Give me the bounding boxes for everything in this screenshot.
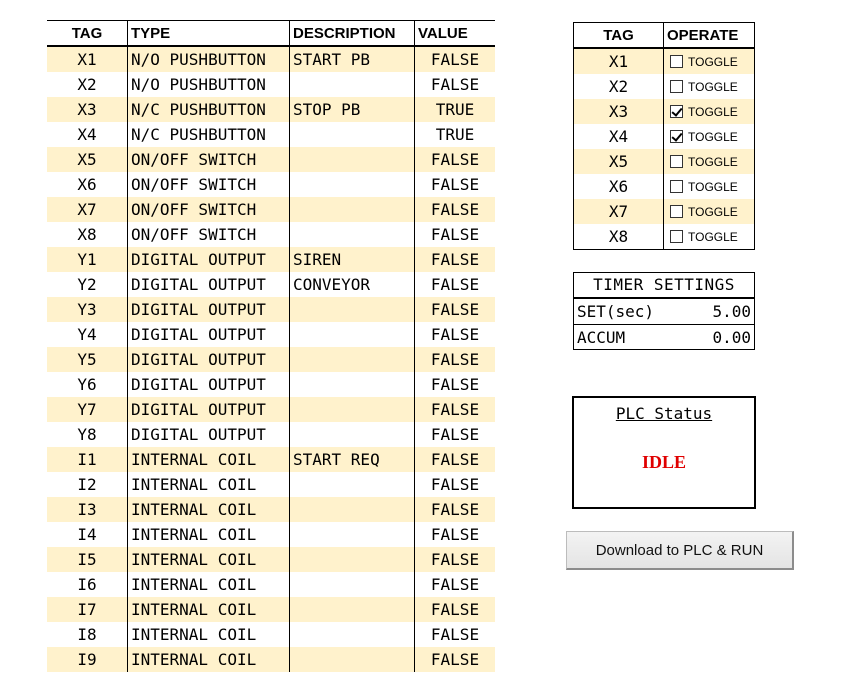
row-type: INTERNAL COIL (128, 547, 290, 572)
table-row (47, 122, 495, 147)
toggle-checkbox[interactable] (664, 80, 754, 94)
plc-status-value: IDLE (641, 452, 686, 472)
row-tag: I8 (47, 622, 128, 647)
table-row (47, 347, 495, 372)
timer-set-row (574, 299, 754, 325)
operate-row-toggle-cell (664, 124, 755, 149)
operate-row-tag: X2 (574, 74, 664, 99)
operate-row-toggle-cell (664, 199, 755, 224)
row-description (290, 372, 415, 397)
operate-table (573, 22, 755, 250)
operate-row-tag: X3 (574, 99, 664, 124)
table-row (47, 422, 495, 447)
operate-row-tag: X1 (574, 48, 664, 74)
row-value: FALSE (430, 274, 480, 294)
row-value: FALSE (415, 597, 496, 622)
row-description: START PB (290, 46, 415, 72)
plc-status-panel (572, 396, 756, 509)
row-tag: X7 (47, 197, 128, 222)
row-type: INTERNAL COIL (128, 472, 290, 497)
row-description (290, 197, 415, 222)
row-value: FALSE (430, 424, 480, 444)
row-type: DIGITAL OUTPUT (128, 272, 290, 297)
row-value: FALSE (430, 624, 480, 644)
row-description (290, 222, 415, 247)
row-type: INTERNAL COIL (128, 522, 290, 547)
toggle-checkbox[interactable] (664, 230, 754, 244)
row-value: FALSE (430, 224, 480, 244)
toggle-checkbox[interactable] (664, 155, 754, 169)
row-description (290, 72, 415, 97)
row-value: FALSE (430, 174, 480, 194)
row-description (290, 322, 415, 347)
checkbox-unchecked-icon[interactable] (670, 155, 683, 168)
operate-row-toggle-cell (664, 48, 755, 74)
timer-set-label: SET(sec) (577, 302, 655, 321)
row-value: TRUE (415, 97, 496, 122)
toggle-label[interactable]: TOGGLE (688, 179, 738, 194)
row-description (290, 147, 415, 172)
row-type: INTERNAL COIL (128, 497, 290, 522)
table-row (47, 622, 495, 647)
checkbox-checked-icon[interactable] (670, 130, 683, 143)
row-description (290, 422, 415, 447)
row-type: INTERNAL COIL (128, 622, 290, 647)
row-value: FALSE (430, 374, 480, 394)
table-row (47, 297, 495, 322)
row-value: FALSE (430, 524, 480, 544)
row-tag: X1 (47, 46, 128, 72)
operate-row (574, 199, 755, 224)
tag-table-header (47, 21, 495, 47)
row-tag: I5 (47, 547, 128, 572)
row-tag: I6 (47, 572, 128, 597)
row-type: DIGITAL OUTPUT (128, 297, 290, 322)
row-tag: Y1 (47, 247, 128, 272)
timer-accum-label: ACCUM (577, 327, 626, 347)
table-row (47, 46, 495, 72)
table-row (47, 497, 495, 522)
table-row (47, 572, 495, 597)
timer-accum-value: 0.00 (712, 327, 751, 347)
table-row (47, 547, 495, 572)
row-type: ON/OFF SWITCH (128, 147, 290, 172)
row-tag: Y7 (47, 397, 128, 422)
table-row (47, 197, 495, 222)
row-tag: I7 (47, 597, 128, 622)
table-row (47, 72, 495, 97)
row-type: DIGITAL OUTPUT (128, 347, 290, 372)
row-tag: X5 (47, 147, 128, 172)
row-value: FALSE (415, 447, 496, 472)
row-tag: I3 (47, 497, 128, 522)
row-type: ON/OFF SWITCH (128, 197, 290, 222)
row-value: FALSE (415, 147, 496, 172)
toggle-checkbox[interactable] (664, 205, 754, 219)
row-value: FALSE (415, 297, 496, 322)
row-description (290, 572, 415, 597)
row-type: N/O PUSHBUTTON (128, 72, 290, 97)
table-row (47, 522, 495, 547)
row-description (290, 547, 415, 572)
checkbox-unchecked-icon[interactable] (670, 230, 683, 243)
row-value: FALSE (430, 574, 480, 594)
row-type: INTERNAL COIL (128, 447, 290, 472)
row-type: INTERNAL COIL (128, 597, 290, 622)
timer-settings (573, 272, 755, 350)
row-type: N/C PUSHBUTTON (128, 97, 290, 122)
operate-row (574, 74, 755, 99)
row-description: START REQ (290, 447, 415, 472)
row-type: INTERNAL COIL (128, 647, 290, 672)
operate-row (574, 48, 755, 74)
operate-row-toggle-cell (664, 149, 755, 174)
row-type: N/O PUSHBUTTON (128, 46, 290, 72)
row-value: FALSE (415, 46, 496, 72)
row-value: FALSE (415, 647, 496, 672)
row-description (290, 472, 415, 497)
operate-row-tag: X8 (574, 224, 664, 250)
operate-table-body (574, 48, 755, 250)
row-description: SIREN (290, 247, 415, 272)
row-tag: X8 (47, 222, 128, 247)
row-value: TRUE (435, 124, 475, 144)
row-type: N/C PUSHBUTTON (128, 122, 290, 147)
operate-row (574, 124, 755, 149)
operate-header-operate: OPERATE (664, 23, 755, 49)
timer-accum-row (574, 325, 754, 349)
checkbox-unchecked-icon[interactable] (670, 80, 683, 93)
table-row (47, 647, 495, 672)
toggle-label[interactable]: TOGGLE (688, 204, 738, 219)
row-value: FALSE (415, 347, 496, 372)
header-value: VALUE (415, 21, 496, 47)
row-type: DIGITAL OUTPUT (128, 372, 290, 397)
operate-row-tag: X7 (574, 199, 664, 224)
row-tag: I4 (47, 522, 128, 547)
toggle-checkbox[interactable] (664, 180, 754, 194)
toggle-checkbox[interactable] (664, 130, 754, 144)
row-tag: Y8 (47, 422, 128, 447)
plc-status-title: PLC Status (615, 404, 713, 423)
row-description (290, 122, 415, 147)
row-tag: Y2 (47, 272, 128, 297)
toggle-label[interactable]: TOGGLE (688, 229, 738, 244)
row-description (290, 647, 415, 672)
row-description (290, 522, 415, 547)
operate-header-tag: TAG (574, 23, 664, 49)
toggle-checkbox[interactable] (664, 105, 754, 119)
table-row (47, 97, 495, 122)
timer-set-value[interactable]: 5.00 (712, 302, 751, 321)
row-value: FALSE (430, 324, 480, 344)
row-value: FALSE (415, 247, 496, 272)
row-type: DIGITAL OUTPUT (128, 422, 290, 447)
row-tag: Y6 (47, 372, 128, 397)
row-type: ON/OFF SWITCH (128, 172, 290, 197)
timer-settings-title: TIMER SETTINGS (574, 273, 754, 299)
row-type: DIGITAL OUTPUT (128, 322, 290, 347)
operate-row (574, 174, 755, 199)
toggle-label[interactable]: TOGGLE (688, 54, 738, 69)
checkbox-unchecked-icon[interactable] (670, 180, 683, 193)
table-row (47, 447, 495, 472)
row-tag: X6 (47, 172, 128, 197)
operate-row-tag: X4 (574, 124, 664, 149)
row-tag: Y4 (47, 322, 128, 347)
operate-row-tag: X5 (574, 149, 664, 174)
operate-row-toggle-cell (664, 99, 755, 124)
checkbox-unchecked-icon[interactable] (670, 205, 683, 218)
row-tag: I9 (47, 647, 128, 672)
row-type: INTERNAL COIL (128, 572, 290, 597)
operate-row-toggle-cell (664, 74, 755, 99)
row-value: FALSE (430, 74, 480, 94)
header-tag: TAG (47, 21, 128, 47)
toggle-label[interactable]: TOGGLE (688, 79, 738, 94)
row-tag: X2 (47, 72, 128, 97)
table-row (47, 272, 495, 297)
header-type: TYPE (128, 21, 290, 47)
row-description: CONVEYOR (290, 272, 415, 297)
table-row (47, 322, 495, 347)
operate-row (574, 149, 755, 174)
row-tag: X4 (47, 122, 128, 147)
row-description (290, 347, 415, 372)
row-description: STOP PB (290, 97, 415, 122)
tag-table (47, 20, 495, 672)
row-type: DIGITAL OUTPUT (128, 397, 290, 422)
operate-row-toggle-cell (664, 174, 755, 199)
row-value: FALSE (415, 497, 496, 522)
table-row (47, 172, 495, 197)
row-description (290, 397, 415, 422)
table-row (47, 147, 495, 172)
table-row (47, 372, 495, 397)
row-tag: I2 (47, 472, 128, 497)
toggle-checkbox[interactable] (664, 55, 754, 69)
operate-table-header (574, 23, 755, 49)
operate-row (574, 224, 755, 250)
row-tag: Y5 (47, 347, 128, 372)
table-row (47, 222, 495, 247)
row-tag: Y3 (47, 297, 128, 322)
row-description (290, 297, 415, 322)
operate-row-tag: X6 (574, 174, 664, 199)
header-description: DESCRIPTION (290, 21, 415, 47)
operate-row-toggle-cell (664, 224, 755, 250)
checkbox-checked-icon[interactable] (670, 105, 683, 118)
row-value: FALSE (415, 197, 496, 222)
table-row (47, 472, 495, 497)
row-type: DIGITAL OUTPUT (128, 247, 290, 272)
operate-row (574, 99, 755, 124)
row-tag: I1 (47, 447, 128, 472)
row-value: FALSE (415, 397, 496, 422)
row-type: ON/OFF SWITCH (128, 222, 290, 247)
row-description (290, 597, 415, 622)
checkbox-unchecked-icon[interactable] (670, 55, 683, 68)
row-value: FALSE (415, 547, 496, 572)
row-tag: X3 (47, 97, 128, 122)
table-row (47, 397, 495, 422)
toggle-label[interactable]: TOGGLE (688, 104, 738, 119)
table-row (47, 597, 495, 622)
row-description (290, 622, 415, 647)
download-to-plc-button[interactable]: Download to PLC & RUN (566, 531, 794, 570)
table-row (47, 247, 495, 272)
toggle-label[interactable]: TOGGLE (688, 154, 738, 169)
row-description (290, 497, 415, 522)
tag-table-body (47, 46, 495, 672)
row-value: FALSE (430, 474, 480, 494)
row-description (290, 172, 415, 197)
toggle-label[interactable]: TOGGLE (688, 129, 738, 144)
